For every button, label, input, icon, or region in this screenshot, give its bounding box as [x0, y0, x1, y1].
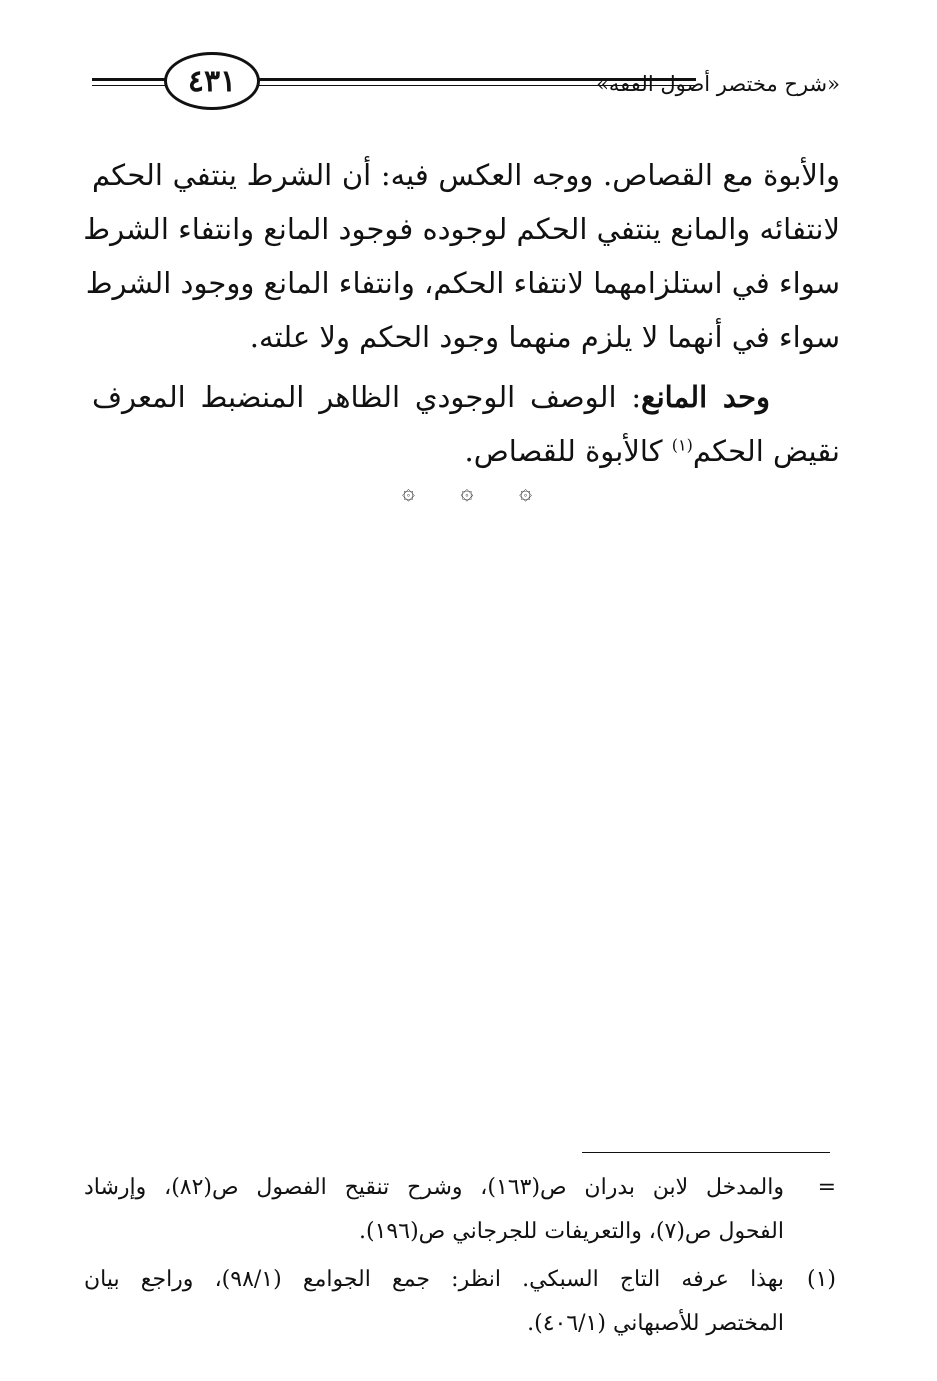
- definition-line: [92, 424, 840, 478]
- footnote-line: المختصر للأصبهاني (٤٠٦/١).: [527, 1311, 784, 1336]
- ornament-glyph: ۞: [402, 480, 415, 505]
- footnote-marker: =: [817, 1175, 836, 1200]
- page-header: [92, 52, 840, 124]
- footnote-line: والمدخل لابن بدران ص(١٦٣)، وشرح تنقيح الفصول ص(٨٢)، وإرشاد: [84, 1175, 784, 1200]
- definition-line: [92, 370, 840, 424]
- header-rule: [92, 85, 170, 86]
- section-ornament: [402, 480, 532, 506]
- ornament-glyph: ۞: [460, 480, 474, 505]
- definition-text: كالأبوة للقصاص.: [464, 434, 672, 468]
- defined-term: وحد المانع: [641, 380, 771, 414]
- footnote-line: الفحول ص(٧)، والتعريفات للجرجاني ص(١٩٦).: [359, 1219, 784, 1244]
- header-rule: [92, 78, 170, 81]
- running-title: «شرح مختصر أصول الفقه»: [596, 72, 840, 96]
- definition-text: نقيض الحكم: [692, 434, 840, 468]
- page-number: ٤٣١: [187, 63, 237, 99]
- text-line: سواء في استلزامهما لانتفاء الحكم، وانتفاء المانع ووجود الشرط: [85, 266, 840, 300]
- main-text: [83, 148, 840, 478]
- definition-text: : الوصف الوجودي الظاهر المنضبط المعرف: [92, 380, 642, 414]
- page-number-frame: [164, 52, 260, 110]
- text-line: سواء في أنهما لا يلزم منهما وجود الحكم ولا علته.: [249, 320, 840, 354]
- header-rule: [254, 78, 696, 81]
- footnotes: [84, 1166, 836, 1346]
- ornament-glyph: ۞: [519, 480, 532, 505]
- header-rule: [254, 85, 696, 86]
- footnote-reference[interactable]: (١): [671, 435, 693, 455]
- footnote-marker: (١): [806, 1267, 836, 1292]
- footnote-continuation: [84, 1166, 836, 1254]
- text-line: لانتفائه والمانع ينتفي الحكم لوجوده فوجود المانع وانتفاء الشرط: [83, 212, 840, 246]
- footnote-separator: [582, 1152, 830, 1153]
- text-line: والأبوة مع القصاص. ووجه العكس فيه: أن الشرط ينتفي الحكم: [92, 158, 840, 192]
- footnote-1: [84, 1258, 836, 1346]
- footnote-line: بهذا عرفه التاج السبكي. انظر: جمع الجوامع (٩٨/١)، وراجع بيان: [84, 1267, 784, 1292]
